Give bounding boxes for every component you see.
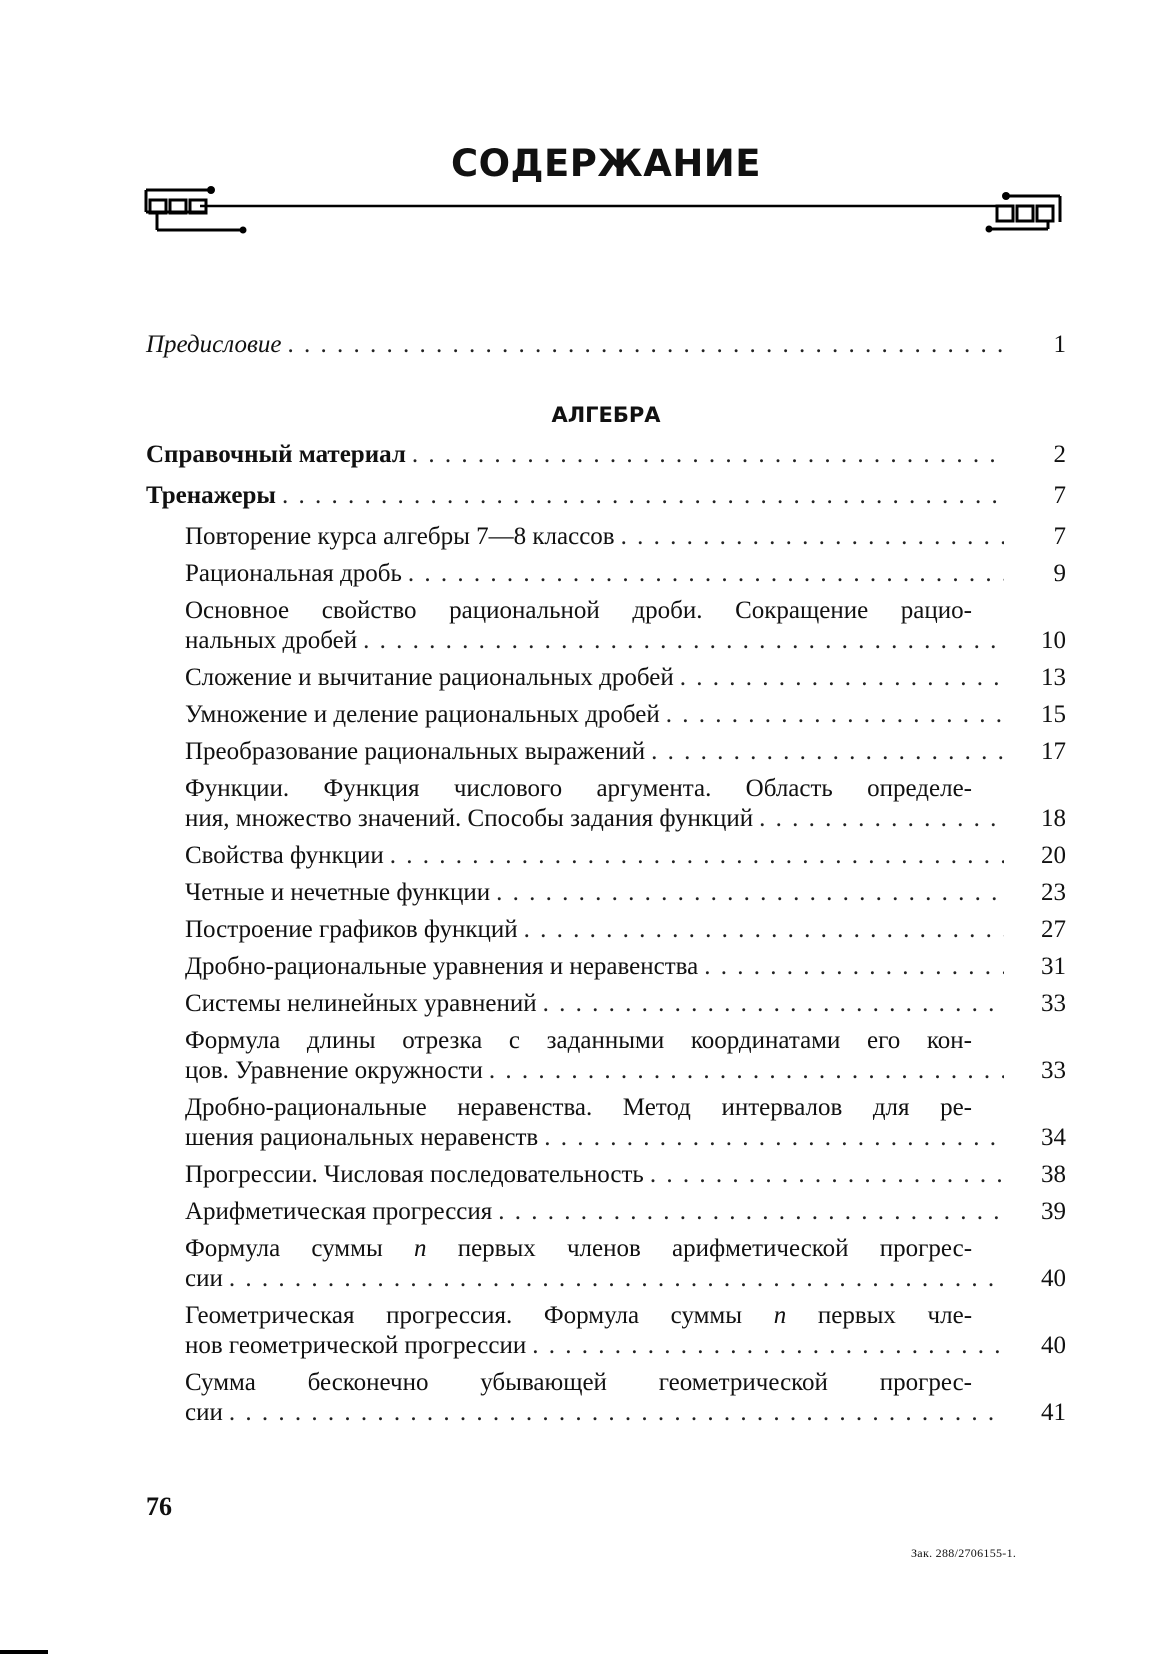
toc-entry[interactable] bbox=[185, 841, 1066, 871]
entry-line bbox=[185, 1331, 1066, 1361]
toc-entry[interactable] bbox=[146, 440, 1066, 470]
entry-label: Формула длины отрезка с заданными координатами его кон- bbox=[185, 1027, 972, 1054]
entry-label: Геометрическая прогрессия. Формула суммы n первых чле- bbox=[185, 1302, 973, 1329]
toc-entry[interactable] bbox=[185, 522, 1066, 552]
leader-dots bbox=[229, 1264, 1004, 1294]
entry-line bbox=[185, 1301, 972, 1331]
entry-label: Четные и нечетные функции bbox=[185, 879, 491, 906]
entry-label: Справочный материал bbox=[146, 441, 406, 468]
leader-dots bbox=[532, 1331, 1004, 1361]
entry-page: 39 bbox=[1041, 1198, 1066, 1225]
toc-entry[interactable] bbox=[185, 1197, 1066, 1227]
leader-dots bbox=[621, 522, 1004, 552]
toc-entry[interactable] bbox=[185, 1093, 1066, 1153]
entry-page: 31 bbox=[1041, 953, 1066, 980]
entry-page: 41 bbox=[1041, 1399, 1066, 1426]
toc-entry[interactable] bbox=[185, 663, 1066, 693]
toc-entry[interactable] bbox=[185, 774, 1066, 834]
entry-line bbox=[185, 1056, 1066, 1086]
entry-label: Повторение курса алгебры 7—8 классов bbox=[185, 523, 615, 550]
entry-label: Преобразование рациональных выражений bbox=[185, 738, 646, 765]
toc-entry[interactable] bbox=[185, 1301, 1066, 1361]
entry-label: Рациональная дробь bbox=[185, 560, 402, 587]
print-order-imprint: Зак. 288/2706155-1. bbox=[911, 1546, 1017, 1560]
entry-label: Системы нелинейных уравнений bbox=[185, 990, 537, 1017]
entry-line bbox=[185, 559, 1066, 589]
entry-page: 40 bbox=[1041, 1332, 1066, 1359]
entry-line bbox=[185, 1123, 1066, 1153]
entry-page: 40 bbox=[1041, 1265, 1066, 1292]
entry-line bbox=[185, 596, 972, 626]
toc-entry[interactable] bbox=[185, 1368, 1066, 1428]
entry-label: Свойства функции bbox=[185, 842, 384, 869]
toc-entry[interactable] bbox=[185, 878, 1066, 908]
entry-label: сии bbox=[185, 1399, 223, 1426]
entry-line bbox=[185, 1398, 1066, 1428]
leader-dots bbox=[498, 1197, 1004, 1227]
entry-line bbox=[185, 841, 1066, 871]
leader-dots bbox=[650, 1160, 1004, 1190]
toc-entry[interactable] bbox=[185, 559, 1066, 589]
entry-line bbox=[185, 1197, 1066, 1227]
toc-entry[interactable] bbox=[185, 1234, 1066, 1294]
entry-line bbox=[146, 440, 1066, 470]
entry-page: 27 bbox=[1041, 916, 1066, 943]
corner-mark bbox=[0, 1650, 48, 1654]
entry-label: Сумма бесконечно убывающей геометрической прогрес- bbox=[185, 1369, 972, 1396]
leader-dots bbox=[287, 330, 1004, 360]
entry-label: Сложение и вычитание рациональных дробей bbox=[185, 664, 674, 691]
entry-label: Построение графиков функций bbox=[185, 916, 518, 943]
math-variable: n bbox=[413, 1235, 427, 1262]
leader-dots bbox=[390, 841, 1004, 871]
entry-line bbox=[185, 663, 1066, 693]
entry-label: сии bbox=[185, 1265, 223, 1292]
section-heading: АЛГЕБРА bbox=[551, 403, 661, 427]
toc-entry[interactable] bbox=[146, 481, 1066, 511]
entry-line bbox=[185, 915, 1066, 945]
entry-page: 34 bbox=[1041, 1124, 1066, 1151]
toc-entry[interactable] bbox=[185, 1026, 1066, 1086]
title-ornament bbox=[0, 0, 1170, 240]
entry-line bbox=[185, 774, 972, 804]
entry-page: 33 bbox=[1041, 990, 1066, 1017]
toc-entry-preface[interactable] bbox=[146, 330, 1066, 360]
leader-dots bbox=[759, 804, 1004, 834]
ornament-right bbox=[990, 196, 1060, 229]
entry-page: 15 bbox=[1041, 701, 1066, 728]
entry-line bbox=[185, 626, 1066, 656]
page-title: СОДЕРЖАНИЕ bbox=[450, 142, 762, 185]
entry-label: Арифметическая прогрессия bbox=[185, 1198, 493, 1225]
toc-entry[interactable] bbox=[185, 989, 1066, 1019]
entry-label: Формула суммы n первых членов арифметической прогрес- bbox=[185, 1235, 973, 1262]
entry-label: ния, множество значений. Способы задания функций bbox=[185, 805, 754, 832]
entry-line bbox=[185, 1026, 972, 1056]
entry-page: 7 bbox=[1053, 523, 1066, 550]
entry-label: шения рациональных неравенств bbox=[185, 1124, 539, 1151]
leader-dots bbox=[282, 481, 1004, 511]
entry-line bbox=[185, 737, 1066, 767]
leader-dots bbox=[543, 989, 1004, 1019]
entry-page: 7 bbox=[1053, 482, 1066, 509]
leader-dots bbox=[363, 626, 1004, 656]
entry-line bbox=[185, 1234, 972, 1264]
entry-label: нов геометрической прогрессии bbox=[185, 1332, 527, 1359]
leader-dots bbox=[408, 559, 1004, 589]
entry-page: 18 bbox=[1041, 805, 1066, 832]
entry-page: 33 bbox=[1041, 1057, 1066, 1084]
entry-page: 17 bbox=[1041, 738, 1066, 765]
toc-entry[interactable] bbox=[185, 737, 1066, 767]
entry-line bbox=[185, 989, 1066, 1019]
entry-line bbox=[185, 1264, 1066, 1294]
leader-dots bbox=[229, 1398, 1004, 1428]
entry-line bbox=[185, 878, 1066, 908]
entry-page: 10 bbox=[1041, 627, 1066, 654]
entry-line bbox=[185, 804, 1066, 834]
entry-label: Тренажеры bbox=[146, 482, 276, 509]
entry-label: Прогрессии. Числовая последовательность bbox=[185, 1161, 644, 1188]
leader-dots bbox=[544, 1123, 1004, 1153]
entry-label: Дробно-рациональные уравнения и неравенства bbox=[185, 953, 699, 980]
leader-dots bbox=[680, 663, 1004, 693]
math-variable: n bbox=[773, 1302, 787, 1329]
entry-line bbox=[185, 1368, 972, 1398]
toc-entry[interactable] bbox=[185, 915, 1066, 945]
entry-line bbox=[185, 700, 1066, 730]
entry-line bbox=[185, 1093, 972, 1123]
entry-label: цов. Уравнение окружности bbox=[185, 1057, 483, 1084]
toc-entry[interactable] bbox=[185, 596, 1066, 656]
entry-label: Предисловие bbox=[146, 331, 282, 358]
entry-page: 13 bbox=[1041, 664, 1066, 691]
leader-dots bbox=[651, 737, 1004, 767]
entry-line bbox=[185, 952, 1066, 982]
leader-dots bbox=[666, 700, 1004, 730]
entry-label: нальных дробей bbox=[185, 627, 358, 654]
entry-page: 38 bbox=[1041, 1161, 1066, 1188]
entry-label: Дробно-рациональные неравенства. Метод интервалов для ре- bbox=[185, 1094, 972, 1121]
leader-dots bbox=[489, 1056, 1004, 1086]
entry-page: 20 bbox=[1041, 842, 1066, 869]
entry-page: 23 bbox=[1041, 879, 1066, 906]
entry-line bbox=[146, 481, 1066, 511]
entry-line bbox=[185, 1160, 1066, 1190]
page-number: 76 bbox=[146, 1492, 172, 1521]
toc-entry[interactable] bbox=[185, 952, 1066, 982]
ornament-left bbox=[146, 190, 240, 230]
toc-entry[interactable] bbox=[185, 1160, 1066, 1190]
leader-dots bbox=[704, 952, 1004, 982]
entry-label: Умножение и деление рациональных дробей bbox=[185, 701, 660, 728]
entry-page: 9 bbox=[1053, 560, 1066, 587]
entry-line bbox=[185, 522, 1066, 552]
leader-dots bbox=[412, 440, 1004, 470]
entry-label: Функции. Функция числового аргумента. Область определе- bbox=[185, 775, 972, 802]
entry-label: Основное свойство рациональной дроби. Сокращение рацио- bbox=[185, 597, 972, 624]
toc-entry[interactable] bbox=[185, 700, 1066, 730]
entry-page: 1 bbox=[1053, 331, 1066, 358]
leader-dots bbox=[496, 878, 1004, 908]
leader-dots bbox=[524, 915, 1004, 945]
entry-page: 2 bbox=[1053, 441, 1066, 468]
